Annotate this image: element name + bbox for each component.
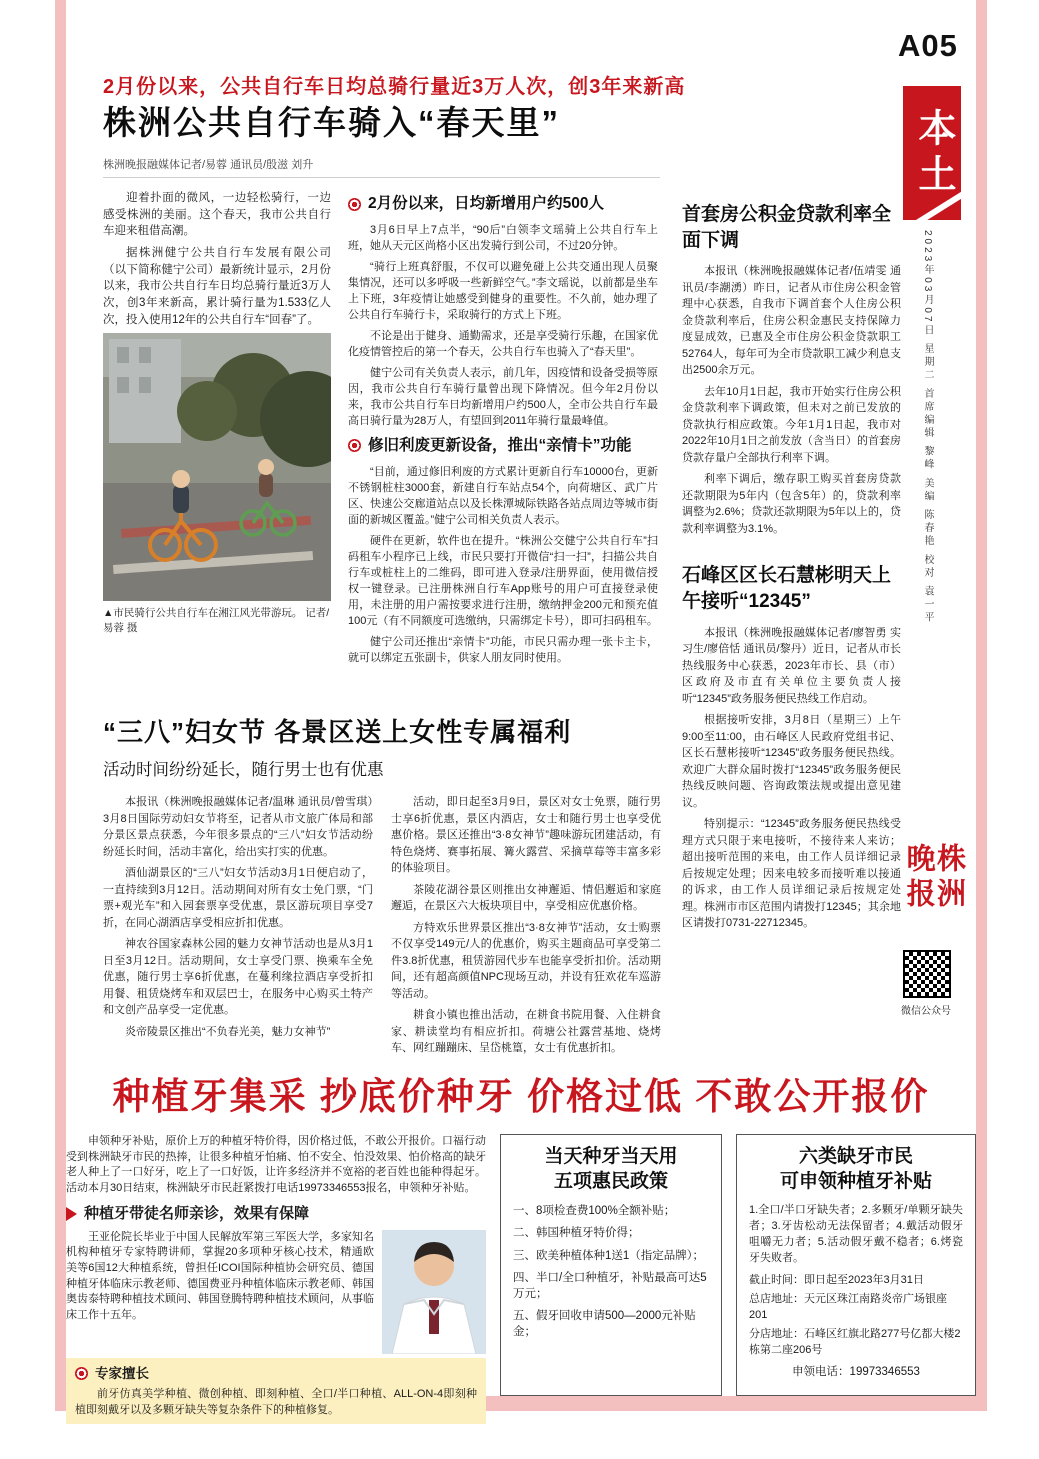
page-border-right — [976, 0, 987, 1402]
subsidy-list: 1.全口/半口牙缺失者；2.多颗牙/单颗牙缺失者；3.牙齿松动无法保留者；4.戴活动假牙咀嚼无力者；5.活动假牙戴不稳者；6.烤瓷牙失败者。 — [749, 1204, 963, 1265]
policy-title-line1: 当天种牙当天用 — [544, 1146, 678, 1167]
policy-item: 三、欧美种植体种1送1（指定品牌）； — [513, 1249, 705, 1262]
section-label: 本土 — [912, 108, 954, 200]
expertise-box — [66, 1358, 486, 1424]
article-paragraph: 本报讯（株洲晚报融媒体记者/伍靖雯 通讯员/李謿湧）昨日，记者从市住房公积金管理中心获悉，自我市下调首套个人住房公积金贷款利率后，住房公积金惠民支持保障力度显成效，已惠及全市住房公积金贷款职工52764人，每年可为全市贷款职工减少利息支出2500余万元。 — [682, 265, 901, 377]
policy-title-line2: 五项惠民政策 — [553, 1170, 668, 1192]
article-paragraph: 特别提示：“12345”政务服务便民热线受理方式只限于来电接听，不接待来人来访；超出接听范围的来电，由工作人员详细记录后按规定处理；因来电较多而接听难以接通的诉求，由工作人员详细记录后按规定处理。株洲市市区范围内请拨打12345；其余地区请拨打0731-22712345。 — [682, 818, 901, 930]
policy-item: 四、半口/全口种植牙，补贴最高可达5万元； — [513, 1271, 707, 1300]
section-bullet-icon — [348, 198, 361, 211]
expertise-text: 前牙仿真美学种植、微创种植、即刻种植、全口/半口种植、ALL-ON-4即刻种植即刻戴牙以及多颗牙缺失等复杂条件下的种植修复。 — [75, 1387, 477, 1416]
article-paragraph: “骑行上班真舒服，不仅可以避免碰上公共交通出现人员聚集情况，还可以多呼吸一些新鲜空气。”李文瑶说，以前都是坐车上下班，3年疫情让她感受到健身的重要性。不久前，她办理了公共自行车骑行卡，采取骑行的方式上下班。 — [348, 261, 658, 322]
article-paragraph: 不论是出于健身、通勤需求，还是享受骑行乐趣，在国家优化疫情管控后的第一个春天，公共自行车也骑入了“春天里”。 — [348, 330, 658, 359]
arrow-icon — [66, 1207, 77, 1221]
bicycle-photo-illustration — [103, 333, 331, 601]
edition-date-line: 2023年03月07日 星期二 首席编辑 黎峰 美编 陈春艳 校对 袁一平 — [922, 230, 933, 625]
sidebar-article1-title: 首套房公积金贷款利率全面下调 — [682, 204, 892, 251]
doctor-bio-wrap — [66, 1230, 486, 1324]
doctor-photo — [382, 1230, 486, 1354]
main-article-byline: 株洲晚报融媒体记者/易蓉 通讯员/殷滋 刘升 — [103, 159, 314, 171]
doctor-bio: 王亚伦院长毕业于中国人民解放军第三军医大学，多家知名机构种植牙专家特聘讲师，掌握20多项种牙核心技术，精通欧美等6国12大种植系统，曾担任ICOI国际种植协会研究员、德国种植牙体临床示教老师、德国费亚丹种植体临床示教老师、韩国奥齿泰特聘种植技术顾问、韩国登腾特聘种植技术顾问，从事临床工作十五年。 — [66, 1230, 374, 1321]
subsidy-address-branch: 分店地址：石峰区红旗北路277号亿都大楼2栋第二座206号 — [749, 1327, 961, 1356]
dental-ad — [66, 1066, 976, 1416]
article-paragraph: 本报讯（株洲晚报融媒体记者/温琳 通讯员/曾雪琪）3月8日国际劳动妇女节将至，记者从市文旅广体局和部分景区景点获悉，今年很多景点的“三八”妇女节活动纷纷延长时间，活动丰富化，给出实打实的优惠。 — [103, 796, 373, 858]
doctor-heading-text: 种植牙带徒名师亲诊，效果有保障 — [84, 1205, 310, 1223]
policy-item: 一、8项检查费100%全额补贴； — [513, 1205, 676, 1218]
womens-day-article — [103, 712, 661, 1072]
article-paragraph: “目前，通过修旧利废的方式累计更新自行车10000台，更新不锈钢桩柱3000套，新建自行车站点54个，向荷塘区、武广片区、快速公交廊道站点以及长株潭城际铁路各站点周边等城市街面的新城区覆盖。”健宁公司相关负责人表示。 — [348, 466, 658, 526]
bicycle-photo — [103, 333, 331, 601]
article-paragraph: 炎帝陵景区推出“不负春光美，魅力女神节” — [125, 1025, 331, 1038]
subsidy-title-line1: 六类缺牙市民 — [798, 1146, 913, 1167]
article-paragraph: 方特欢乐世界景区推出“3·8女神节”活动，女士购票不仅享受149元/人的优惠价，购买主题商品可享受第二件3.8折优惠，租赁游园代步车也能享受折扣价。活动期间，还有超高颜值NPC现场互动，并设有狂欢花车巡游等活动。 — [391, 921, 661, 1000]
womens-day-subtitle: 活动时间纷纷延长，随行男士也有优惠 — [103, 761, 384, 779]
section-label-box — [903, 86, 961, 220]
article-paragraph: 健宁公司还推出“亲情卡”功能，市民只需办理一张卡主卡，就可以绑定五张副卡，供家人朋友同时使用。 — [348, 635, 658, 664]
doctor-photo-illustration — [382, 1230, 486, 1354]
subsidy-address-main: 总店地址：天元区珠江南路炎帝广场银座201 — [749, 1293, 947, 1321]
expertise-heading — [75, 1364, 477, 1383]
sidebar-column — [682, 202, 901, 1068]
article-paragraph: 3月6日早上7点半，“90后”白领李文瑶骑上公共自行车上班，她从天元区尚格小区出发骑行到公司，不过20分钟。 — [348, 224, 658, 253]
womens-day-columns — [103, 794, 661, 1072]
policy-item: 五、假牙回收申请500—2000元补贴金； — [513, 1309, 696, 1338]
wechat-label: 微信公众号 — [901, 1006, 951, 1017]
subsidy-box — [736, 1134, 976, 1396]
womens-day-column-2 — [391, 794, 661, 1072]
womens-day-column-1 — [103, 794, 373, 1072]
main-article-kicker: 2月份以来，公共自行车日均总骑行量近3万人次，创3年来新高 — [103, 76, 686, 98]
section-heading — [348, 435, 658, 457]
article-paragraph: 茶陵花湖谷景区则推出女神邂逅、情侣邂逅和家庭邂逅，在景区六大板块项目中，享受相应优惠价格。 — [391, 883, 661, 912]
expertise-label: 专家擅长 — [95, 1365, 149, 1381]
subsidy-deadline: 截止时间：即日起至2023年3月31日 — [749, 1274, 924, 1287]
main-article-middle-column — [348, 190, 658, 705]
main-article-title: 株洲公共自行车骑入“春天里” — [103, 104, 560, 141]
article-paragraph: 耕食小镇也推出活动，在耕食书院用餐、入住耕食家、耕读堂均有相应折扣。荷塘公社露营基地、烧烤车、网红蹦蹦床、呈岱桃篁，女士有优惠折扣。 — [391, 1009, 661, 1054]
article-paragraph: 去年10月1日起，我市开始实行住房公积金贷款利率下调政策，但未对之前已发放的贷款执行相应政策。今年1月1日起，我市对2022年10月1日之前发放（含当日）的首套房贷款存量户全部执行利率下调。 — [682, 385, 901, 464]
article-paragraph: 活动，即日起至3月9日，景区对女士免票，随行男士享6折优惠，景区内酒店，女士和随行男士也享受优惠价格。景区还推出“3·8女神节”趣味游玩团建活动，有特色烧烤、赛事拓展、篝火露营、采摘草莓等丰富多彩的体验项目。 — [391, 796, 661, 874]
article-paragraph: 酒仙湖景区的“三八”妇女节活动3月1日便启动了，一直持续到3月12日。活动期间对所有女士免门票，“门票+观光车”和入园套票享受优惠，景区游玩项目享受7折，在同心湖酒店享受相应折扣优惠。 — [103, 867, 373, 929]
photo-caption: ▲市民骑行公共自行车在湘江风光带游玩。 记者/易蓉 摄 — [103, 607, 330, 635]
article-paragraph: 根据接听安排，3月8日（星期三）上午9:00至11:00，由石峰区人民政府党组书记、区长石慧彬接听“12345”政务服务便民热线。欢迎广大群众届时拨打“12345”政务服务便民热线反映问题、咨询政策法规或提出意见建议。 — [682, 714, 901, 809]
subsidy-title-line2: 可申领种植牙补贴 — [779, 1170, 932, 1192]
article-paragraph: 健宁公司有关负责人表示，前几年，因疫情和设备受损等原因，我市公共自行车骑行量曾出现下降情况。但今年2月份以来，我市公共自行车日均新增用户约500人，全市公共自行车最高日骑行量为28万人，有望回到2011年骑行量最峰值。 — [348, 366, 658, 427]
newspaper-logo: 株洲晚报 — [902, 843, 967, 913]
policy-box — [500, 1134, 722, 1396]
article-paragraph: 神农谷国家森林公园的魅力女神节活动也是从3月1日至3月12日。活动期间，女士享受门票、换乘车全免优惠，随行男士享6折优惠，在蔓利缘拉酒店享受折扣用餐、租赁烧烤车和双层巴士，在服务中心购买土特产和文创产品享受一定优惠。 — [103, 938, 373, 1016]
article-paragraph: 硬件在更新，软件也在提升。“株洲公交健宁公共自行车”扫码租车小程序已上线，市民只要打开微信“扫一扫”，扫描公共自行车或桩柱上的二维码，即可进入登录/注册界面，使用微信授权一键登录。已注册株洲自行车App账号的用户可直接登录使用，未注册的用户需按要求进行注册，缴纳押金200元和预充值100元（有不同额度可选缴纳，只需绑定卡号），即可扫码租车。 — [348, 534, 658, 627]
section-heading — [348, 193, 658, 215]
policy-box-title — [513, 1145, 709, 1194]
dental-ad-title: 种植牙集采 抄底价种牙 价格过低 不敢公开报价 — [112, 1076, 930, 1117]
article-paragraph: 本报讯（株洲晚报融媒体记者/廖智勇 实习生/廖倍恬 通讯员/黎丹）近日，记者从市长热线服务中心获悉，2023年市长、县（市）区政府及市直有关单位主要负责人接听“12345”政务服务便民热线工作启动。 — [682, 626, 901, 705]
article-paragraph: 据株洲健宁公共自行车发展有限公司（以下简称健宁公司）最新统计显示，2月份以来，我市公共自行车日均总骑行量近3万人次，创3年来新高，累计骑行量为1.533亿人次，投入使用12年的公共自行车“回春”了。 — [103, 247, 331, 326]
article-paragraph: 迎着扑面的微风，一边轻松骑行，一边感受株洲的美丽。这个春天，我市公共自行车迎来租借高潮。 — [103, 192, 331, 238]
page-border-left — [55, 0, 66, 1402]
section-bullet-icon — [75, 1367, 88, 1380]
ad-intro-paragraph: 申领种牙补贴，原价上万的种植牙特价得，因价格过低，不敢公开报价。口福行动受到株洲缺牙市民的热捧，让很多种植牙怕痛、怕不安全、怕没效果、怕价格高的缺牙老人种上了一口好牙，吃上了一口好饭，让许多经济并不宽裕的老百姓也能种得起牙。活动本月30日结束，株洲缺牙市民赶紧拨打电话19973346553报名，申领种牙补贴。 — [66, 1135, 486, 1194]
doctor-section-heading — [66, 1203, 486, 1224]
qr-code — [903, 950, 951, 998]
policy-item: 二、韩国种植牙特价得； — [513, 1227, 640, 1240]
womens-day-title: “三八”妇女节 各景区送上女性专属福利 — [103, 717, 572, 747]
section-heading-text: 修旧利废更新设备，推出“亲情卡”功能 — [368, 436, 632, 454]
section-bullet-icon — [348, 439, 361, 452]
section-heading-text: 2月份以来，日均新增用户约500人 — [368, 195, 604, 212]
dental-ad-left-column — [66, 1134, 486, 1416]
article-paragraph: 利率下调后，缴存职工购买首套房贷款还款期限为5年内（包含5年）的，贷款利率调整为2.6%；贷款还款期限为5年以上的，贷款利率调整为3.1%。 — [682, 473, 901, 535]
main-article-left-column — [103, 190, 331, 702]
subsidy-box-title — [749, 1145, 963, 1194]
page-number: A05 — [898, 28, 958, 63]
dental-ad-columns — [66, 1134, 976, 1416]
byline-rule — [103, 177, 660, 178]
sidebar-article2-title: 石峰区区长石慧彬明天上午接听“12345” — [682, 565, 892, 612]
subsidy-phone: 申领电话：19973346553 — [792, 1365, 920, 1378]
